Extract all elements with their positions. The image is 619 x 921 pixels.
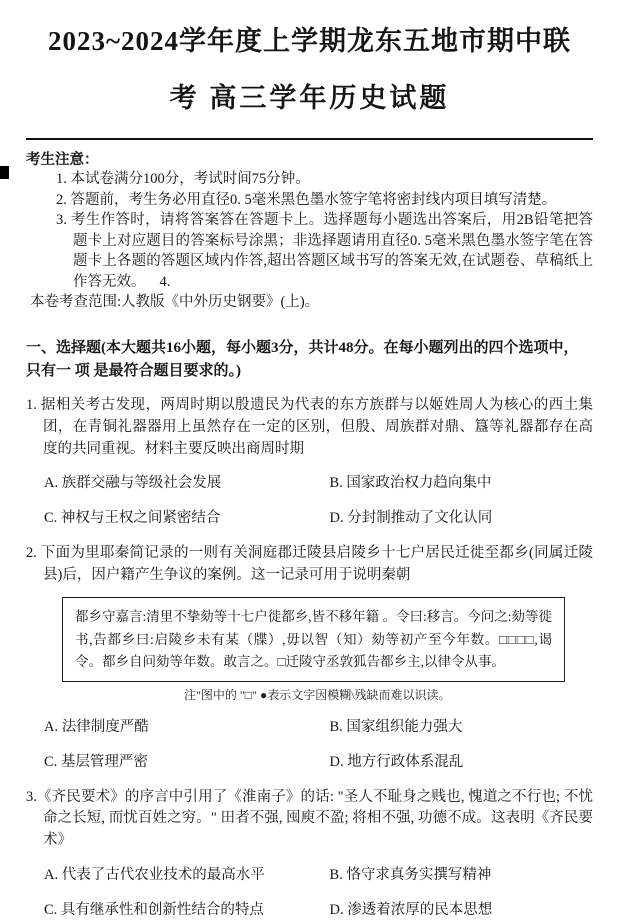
question-2-option-d: D. 地方行政体系混乱: [329, 753, 464, 770]
question-2-option-a: A. 法律制度严酷: [44, 719, 149, 736]
question-3: [26, 787, 593, 921]
question-2-source-box: 都乡守嘉言:清里不挚劾等十七户徙都乡,皆不移年籍 。令曰:移言。今问之:劾等徙书,告都乡曰:启陵乡未有某（牒）,毋以智（知）劾等初产至今年数。□□□□,谒令。都乡自问劾等年数。敢言之。□迁陵守丞敦狐告都乡主,以律令从事。: [62, 597, 565, 682]
scan-artifact-mark: [0, 166, 9, 179]
question-3-options-row-1: [26, 865, 593, 887]
question-3-stem: 3.《齐民要术》的序言中引用了《淮南子》的话: "圣人不耻身之贱也, 愧道之不行也; 不忧命之长短, 而忧百姓之穷。" 田者不强, 囤庾不盈; 将相不强, 功德不成。这表明《齐民要术》: [26, 788, 593, 849]
question-2: [26, 543, 593, 774]
question-3-options-row-2: [26, 900, 593, 921]
question-3-option-a: A. 代表了古代农业技术的最高水平: [44, 866, 265, 883]
notice-section: [26, 148, 593, 313]
notice-item-3: [56, 210, 593, 292]
notice-item-1: 1. 本试卷满分100分，考试时间75分钟。: [56, 171, 310, 187]
question-1-stem: 1. 据相关考古发现，两周时期以殷遗民为代表的东方族群与以姬姓周人为核心的西土集团，在青铜礼器器用上虽然存在一定的区别，但殷、周族群对鼎、簋等礼器都存在高度的共同重视。材料主要反映出商周时期: [26, 397, 593, 457]
notice-item-3-text: 3. 考生作答时，请将答案答在答题卡上。选择题每小题选出答案后，用2B铅笔把答题卡上对应题目的答案标号涂黑；非选择题请用直径0. 5毫米黑色墨水签字笔在答题卡上各题的答题区域内作答,超出答题区域书写的答案无效,在试题卷、草稿纸上作答无效。: [56, 212, 593, 290]
question-1-options-row-2: [26, 508, 593, 530]
question-1-option-a: A. 族群交融与等级社会发展: [44, 475, 222, 492]
exam-title: [26, 28, 593, 112]
question-1-option-b: B. 国家政治权力趋向集中: [329, 475, 492, 492]
question-3-option-c: C. 具有继承性和创新性结合的特点: [44, 901, 264, 918]
question-2-stem: 2. 下面为里耶秦简记录的一则有关洞庭郡迁陵县启陵乡十七户居民迁徙至都乡(同属迁陵县)后，因户籍产生争议的案例。这一记录可用于说明秦朝: [26, 544, 593, 583]
question-3-option-b: B. 恪守求真务实撰写精神: [329, 866, 492, 883]
question-2-option-b: B. 国家组织能力强大: [329, 719, 463, 736]
question-2-options-row-2: [26, 752, 593, 774]
question-1-option-d: D. 分封制推动了文化认同: [329, 510, 493, 527]
question-3-option-d: D. 渗透着浓厚的民本思想: [329, 901, 493, 918]
question-2-options-row-1: [26, 717, 593, 739]
notice-item-2: 2. 答题前，考生务必用直径0. 5毫米黑色墨水签字笔将密封线内项目填写清楚。: [56, 191, 557, 208]
question-1: [26, 395, 593, 530]
section-header-choice: 一、选择题(本大题共16小题，每小题3分，共计48分。在每小题列出的四个选项中，只有一 项 是最符合题目要求的。): [26, 340, 579, 379]
question-1-options-row-1: [26, 473, 593, 495]
question-2-note: 注"图中的 "□" ●表示文字因模糊\残缺而难以识读。: [184, 688, 451, 703]
question-1-option-c: C. 神权与王权之间紧密结合: [44, 510, 221, 527]
question-2-option-c: C. 基层管理严密: [44, 753, 148, 770]
notice-item-4: 本卷考查范围:人教版《中外历史钢要》(上)。: [30, 294, 320, 311]
page-title-line1: 2023~2024学年度上学期龙东五地市期中联: [47, 26, 572, 56]
title-divider: [26, 138, 593, 140]
page-title-line2: 考 高三学年历史试题: [169, 83, 450, 113]
notice-heading: 考生注意：: [26, 152, 99, 168]
notice-item-4-marker: 4.: [159, 273, 171, 290]
